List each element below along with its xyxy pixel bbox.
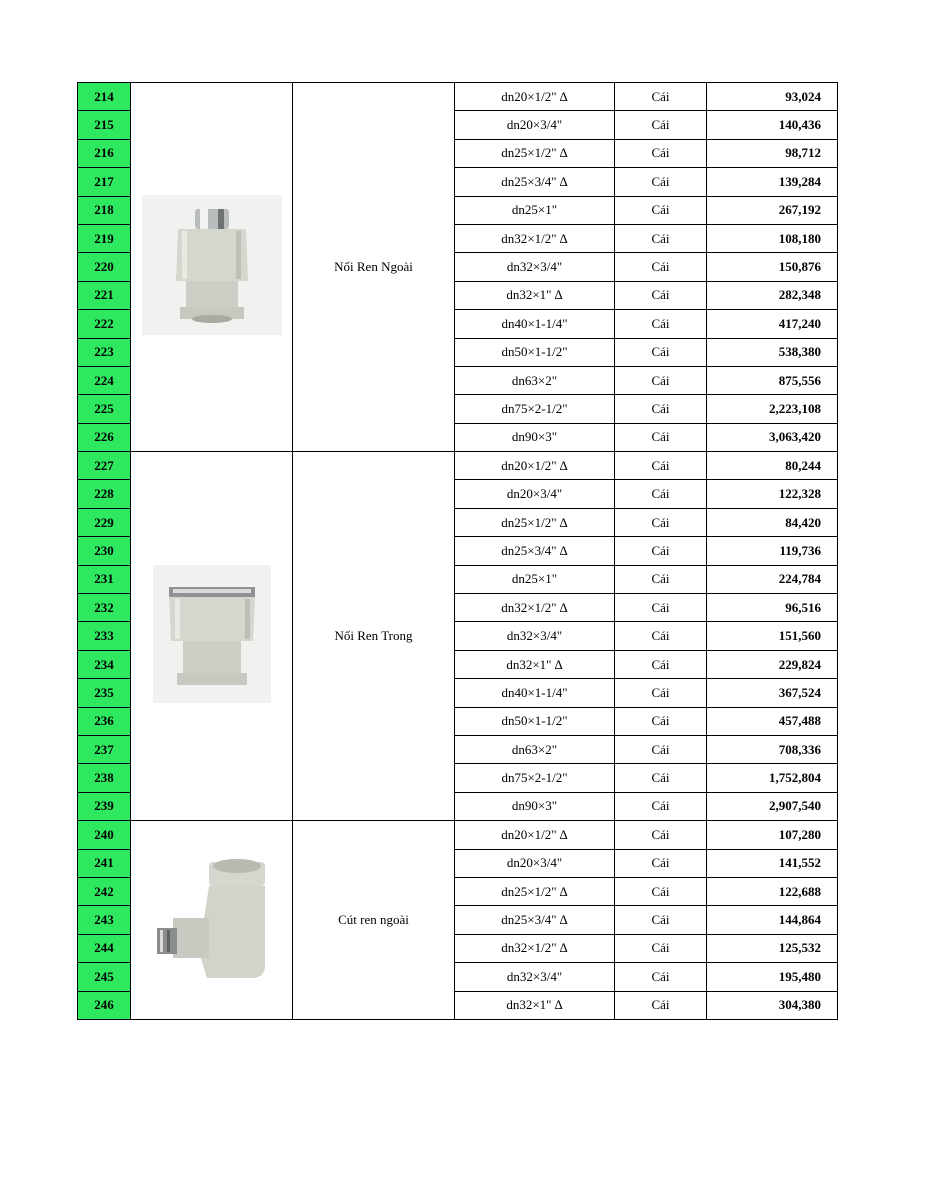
product-price: 875,556 [707, 366, 838, 394]
row-number: 222 [78, 310, 131, 338]
product-size: dn25×1" [455, 196, 615, 224]
product-size: dn25×3/4" ∆ [455, 168, 615, 196]
product-price: 80,244 [707, 452, 838, 480]
product-size: dn20×1/2" ∆ [455, 821, 615, 849]
product-size: dn32×1/2" ∆ [455, 934, 615, 962]
row-number: 245 [78, 963, 131, 991]
product-price: 125,532 [707, 934, 838, 962]
product-unit: Cái [615, 480, 707, 508]
product-price: 96,516 [707, 594, 838, 622]
product-unit: Cái [615, 650, 707, 678]
product-price: 141,552 [707, 849, 838, 877]
product-unit: Cái [615, 224, 707, 252]
product-price: 229,824 [707, 650, 838, 678]
table-row [78, 821, 838, 849]
product-size: dn25×1/2" ∆ [455, 877, 615, 905]
product-unit: Cái [615, 168, 707, 196]
product-price: 708,336 [707, 735, 838, 763]
product-image-cell [131, 821, 293, 1020]
product-unit: Cái [615, 934, 707, 962]
row-number: 232 [78, 594, 131, 622]
product-price: 538,380 [707, 338, 838, 366]
product-unit: Cái [615, 707, 707, 735]
product-size: dn20×3/4" [455, 111, 615, 139]
product-unit: Cái [615, 111, 707, 139]
product-price: 122,688 [707, 877, 838, 905]
product-size: dn32×3/4" [455, 622, 615, 650]
row-number: 241 [78, 849, 131, 877]
product-unit: Cái [615, 281, 707, 309]
row-number: 234 [78, 650, 131, 678]
product-unit: Cái [615, 423, 707, 451]
product-price: 457,488 [707, 707, 838, 735]
row-number: 228 [78, 480, 131, 508]
product-size: dn20×1/2" ∆ [455, 83, 615, 111]
product-unit: Cái [615, 679, 707, 707]
product-price: 367,524 [707, 679, 838, 707]
product-price: 150,876 [707, 253, 838, 281]
product-unit: Cái [615, 991, 707, 1019]
product-price: 139,284 [707, 168, 838, 196]
product-unit: Cái [615, 963, 707, 991]
product-size: dn25×3/4" ∆ [455, 906, 615, 934]
product-price: 1,752,804 [707, 764, 838, 792]
row-number: 242 [78, 877, 131, 905]
product-price: 195,480 [707, 963, 838, 991]
product-size: dn20×3/4" [455, 849, 615, 877]
product-unit: Cái [615, 537, 707, 565]
male-thread-adapter-icon [142, 195, 282, 335]
product-size: dn32×3/4" [455, 253, 615, 281]
row-number: 246 [78, 991, 131, 1019]
row-number: 235 [78, 679, 131, 707]
row-number: 240 [78, 821, 131, 849]
row-number: 218 [78, 196, 131, 224]
product-price: 98,712 [707, 139, 838, 167]
product-unit: Cái [615, 310, 707, 338]
product-price: 107,280 [707, 821, 838, 849]
row-number: 233 [78, 622, 131, 650]
product-size: dn90×3" [455, 792, 615, 820]
product-unit: Cái [615, 196, 707, 224]
row-number: 224 [78, 366, 131, 394]
row-number: 239 [78, 792, 131, 820]
row-number: 230 [78, 537, 131, 565]
table-row [78, 452, 838, 480]
row-number: 229 [78, 508, 131, 536]
product-price: 2,223,108 [707, 395, 838, 423]
product-size: dn25×1/2" ∆ [455, 139, 615, 167]
row-number: 220 [78, 253, 131, 281]
product-unit: Cái [615, 849, 707, 877]
product-unit: Cái [615, 792, 707, 820]
row-number: 236 [78, 707, 131, 735]
product-name: Nối Ren Ngoài [293, 83, 455, 452]
product-size: dn63×2" [455, 735, 615, 763]
product-size: dn50×1-1/2" [455, 707, 615, 735]
product-size: dn32×3/4" [455, 963, 615, 991]
product-image-cell [131, 452, 293, 821]
product-size: dn20×1/2" ∆ [455, 452, 615, 480]
row-number: 226 [78, 423, 131, 451]
row-number: 237 [78, 735, 131, 763]
product-size: dn25×3/4" ∆ [455, 537, 615, 565]
product-unit: Cái [615, 565, 707, 593]
male-thread-elbow-icon [147, 848, 277, 988]
row-number: 216 [78, 139, 131, 167]
product-price: 151,560 [707, 622, 838, 650]
row-number: 227 [78, 452, 131, 480]
product-price: 140,436 [707, 111, 838, 139]
product-unit: Cái [615, 877, 707, 905]
product-price: 144,864 [707, 906, 838, 934]
product-price: 93,024 [707, 83, 838, 111]
product-unit: Cái [615, 83, 707, 111]
product-price: 282,348 [707, 281, 838, 309]
product-size: dn40×1-1/4" [455, 679, 615, 707]
product-unit: Cái [615, 452, 707, 480]
product-price: 224,784 [707, 565, 838, 593]
row-number: 223 [78, 338, 131, 366]
row-number: 214 [78, 83, 131, 111]
product-size: dn32×1/2" ∆ [455, 224, 615, 252]
product-unit: Cái [615, 764, 707, 792]
product-price: 108,180 [707, 224, 838, 252]
product-price: 122,328 [707, 480, 838, 508]
product-unit: Cái [615, 622, 707, 650]
row-number: 221 [78, 281, 131, 309]
product-price: 2,907,540 [707, 792, 838, 820]
product-unit: Cái [615, 508, 707, 536]
product-size: dn32×1/2" ∆ [455, 594, 615, 622]
product-unit: Cái [615, 821, 707, 849]
row-number: 217 [78, 168, 131, 196]
row-number: 243 [78, 906, 131, 934]
product-name: Cút ren ngoài [293, 821, 455, 1020]
row-number: 215 [78, 111, 131, 139]
product-unit: Cái [615, 594, 707, 622]
product-unit: Cái [615, 139, 707, 167]
row-number: 219 [78, 224, 131, 252]
product-unit: Cái [615, 906, 707, 934]
product-size: dn32×1" ∆ [455, 281, 615, 309]
product-image-cell [131, 83, 293, 452]
price-table [77, 82, 838, 1020]
product-price: 119,736 [707, 537, 838, 565]
product-unit: Cái [615, 338, 707, 366]
product-price: 84,420 [707, 508, 838, 536]
row-number: 231 [78, 565, 131, 593]
product-name: Nối Ren Trong [293, 452, 455, 821]
product-size: dn32×1" ∆ [455, 650, 615, 678]
product-unit: Cái [615, 366, 707, 394]
product-size: dn25×1" [455, 565, 615, 593]
product-size: dn40×1-1/4" [455, 310, 615, 338]
product-price: 417,240 [707, 310, 838, 338]
row-number: 244 [78, 934, 131, 962]
product-unit: Cái [615, 253, 707, 281]
product-size: dn63×2" [455, 366, 615, 394]
product-size: dn75×2-1/2" [455, 764, 615, 792]
product-size: dn75×2-1/2" [455, 395, 615, 423]
product-size: dn90×3" [455, 423, 615, 451]
product-size: dn20×3/4" [455, 480, 615, 508]
product-size: dn32×1" ∆ [455, 991, 615, 1019]
table-row [78, 83, 838, 111]
row-number: 225 [78, 395, 131, 423]
row-number: 238 [78, 764, 131, 792]
product-size: dn25×1/2" ∆ [455, 508, 615, 536]
product-price: 3,063,420 [707, 423, 838, 451]
product-unit: Cái [615, 395, 707, 423]
product-price: 267,192 [707, 196, 838, 224]
product-size: dn50×1-1/2" [455, 338, 615, 366]
female-thread-adapter-icon [153, 565, 271, 703]
product-price: 304,380 [707, 991, 838, 1019]
product-unit: Cái [615, 735, 707, 763]
